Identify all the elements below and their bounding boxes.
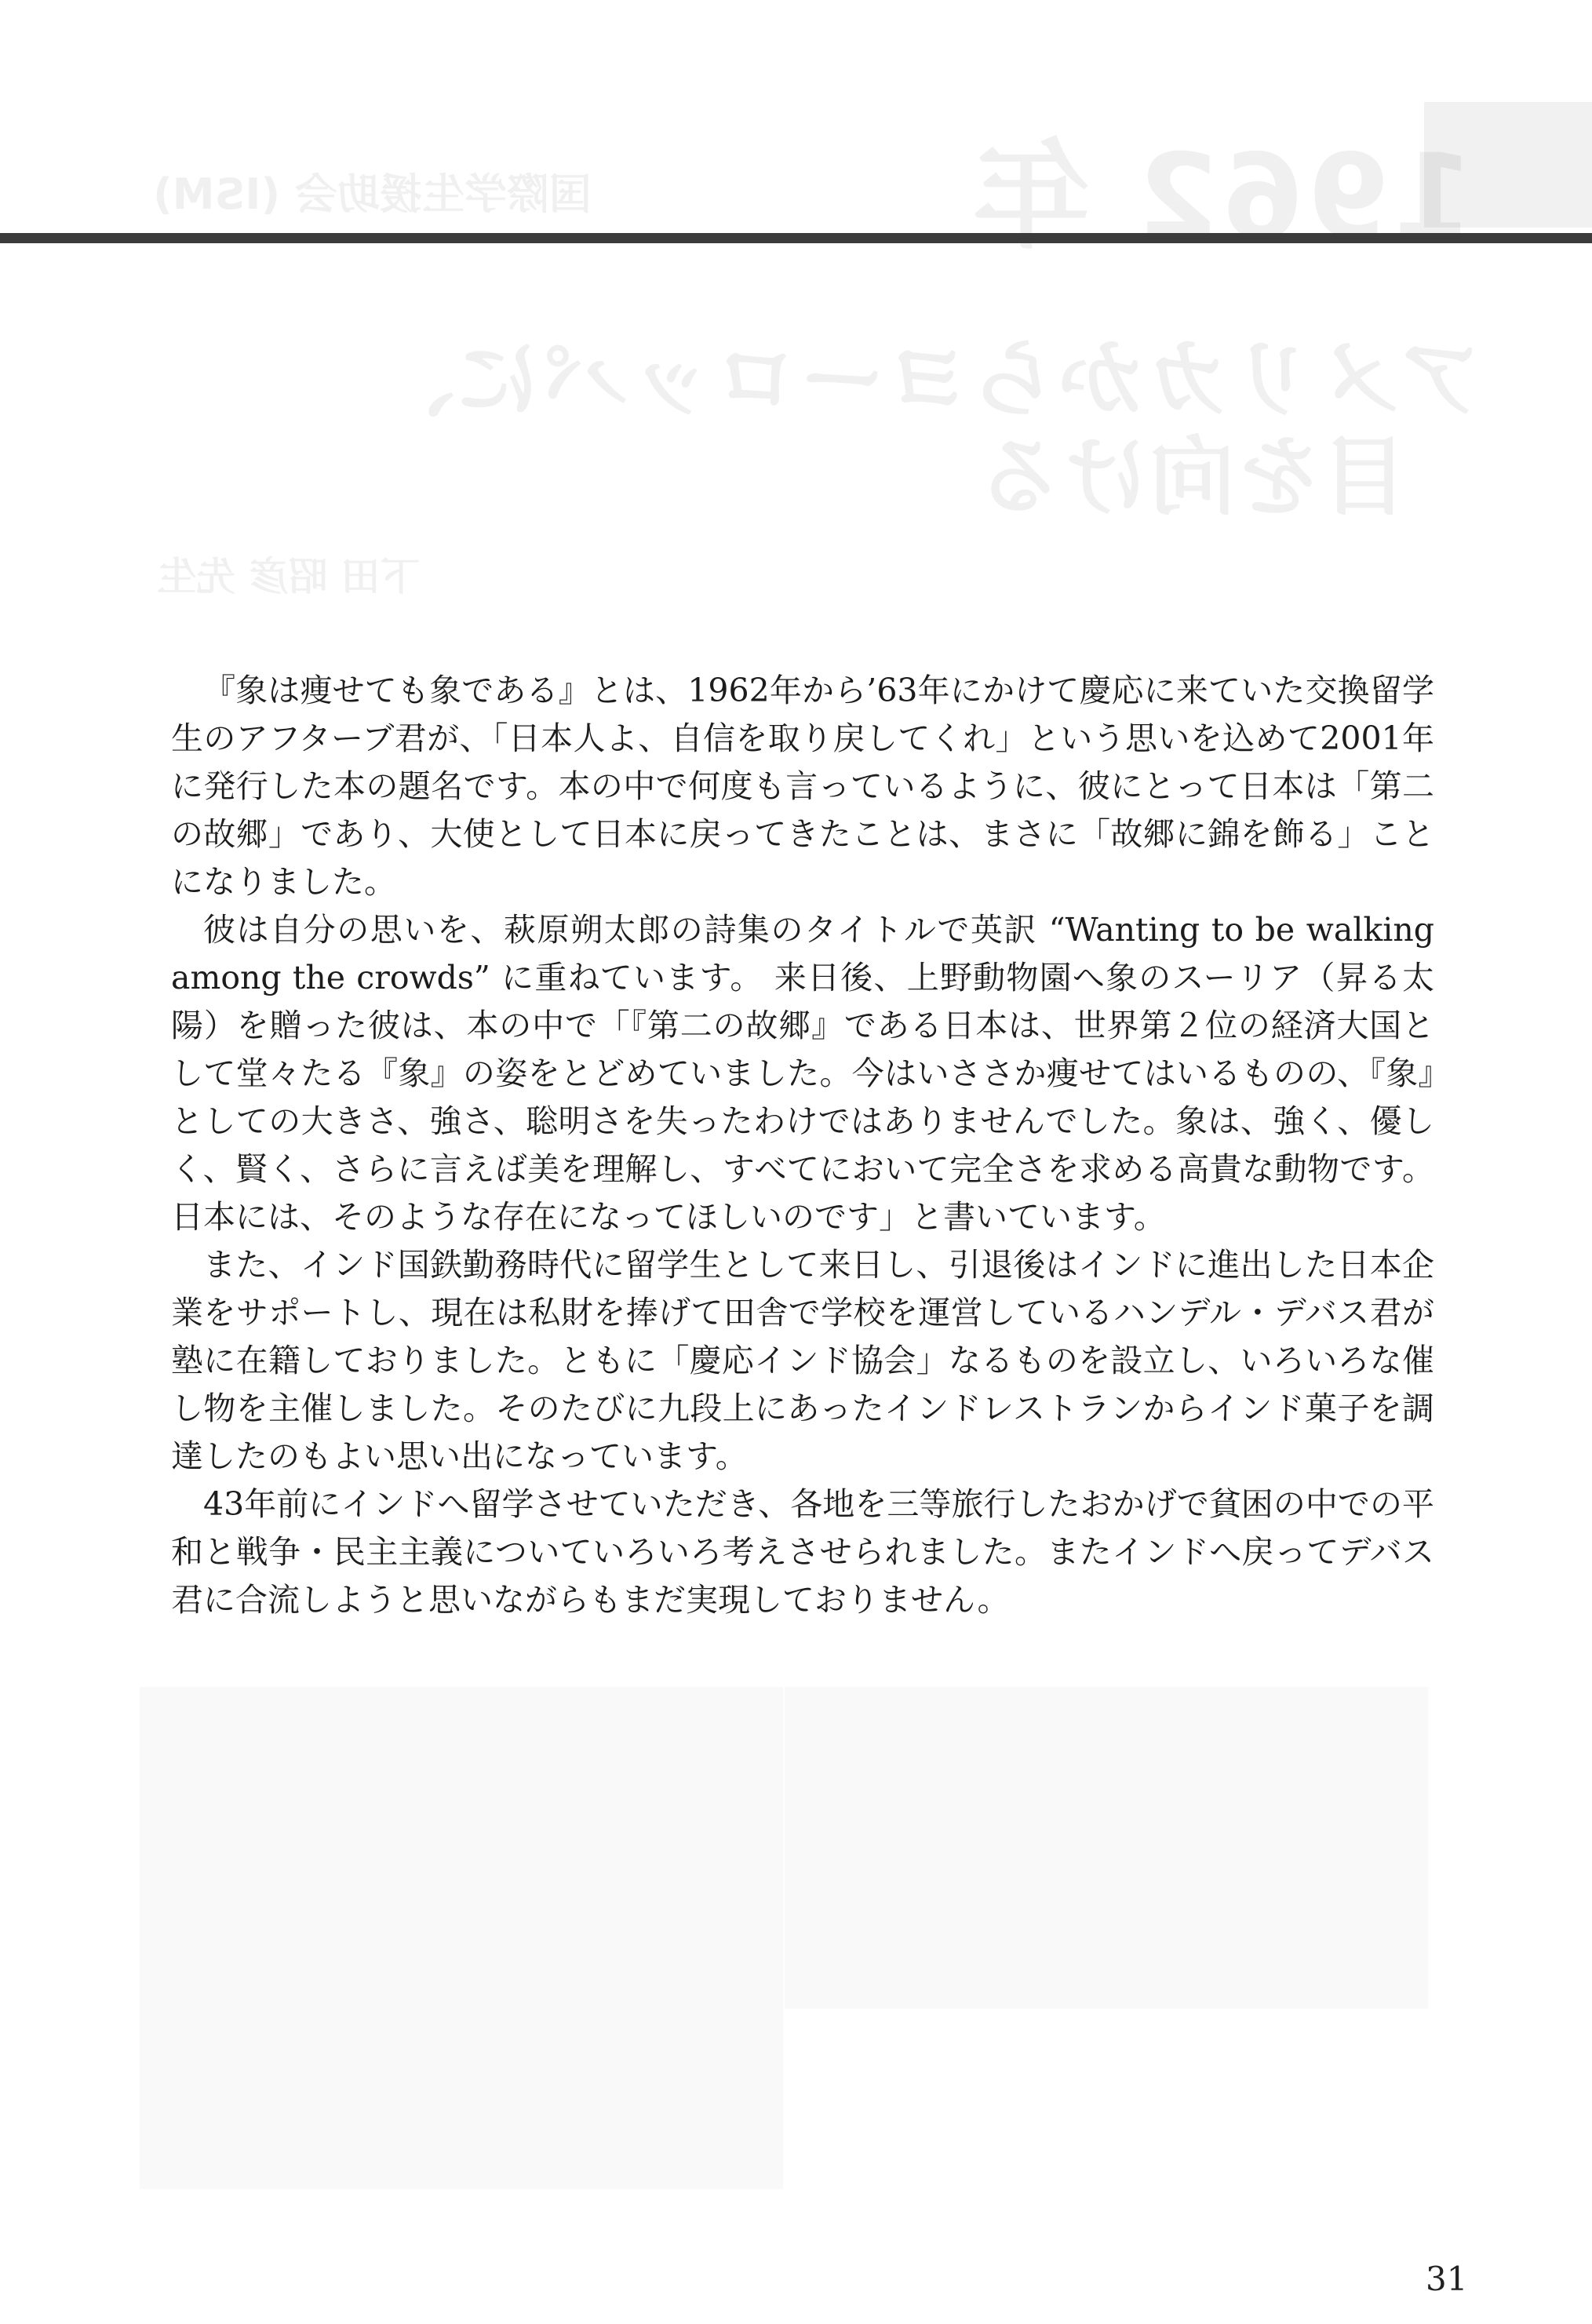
paragraph-3: また、インド国鉄勤務時代に留学生として来日し、引退後はインドに進出した日本企業をサポートし、現在は私財を捧げて田舎で学校を運営しているハンデル・デバス君が塾に在籍しておりました。ともに「慶応インド協会」なるものを設立し、いろいろな催し物を主催しました。そのたびに九段上にあったインドレストランからインド菓子を調達したのもよい思い出になっています。 [171, 1246, 1434, 1475]
bleed-through-year-box [1424, 102, 1592, 228]
body-text [171, 667, 1434, 1624]
bleed-through-photo-right [785, 1687, 1428, 2009]
header-rule [0, 233, 1592, 243]
bleed-through-year: 1962 年 [969, 129, 1474, 266]
bleed-through-author: 下田 昭彦 先生 [157, 554, 420, 599]
bleed-through-photo-left [140, 1687, 783, 2189]
paragraph-2: 彼は自分の思いを、萩原朔太郎の詩集のタイトルで英訳 “Wanting to be walking among the crowds” に重ねています。 来日後、上野動物園へ象のスーリア（昇る太陽）を贈った彼は、本の中で「『第二の故郷』である日本は、世界第２位の経済大国として堂々たる『象』の姿をとどめていました。今はいささか痩せてはいるものの、『象』としての大きさ、強さ、聡明さを失ったわけではありませんでした。象は、強く、優しく、賢く、さらに言えば美を理解し、すべてにおいて完全さを求める高貴な動物です。日本には、そのような存在になってほしいのです」と書いています。 [171, 911, 1434, 1236]
bleed-through-title-line-2: 目を向ける [977, 427, 1408, 527]
bleed-through-heading: 国際学生援助会 (ISM) [153, 169, 592, 219]
bleed-through-title-line-1: アメリカからヨーロッパに、 [369, 329, 1484, 429]
paragraph-1: 『象は痩せても象である』とは、1962年から’63年にかけて慶応に来ていた交換留学生のアフターブ君が、「日本人よ、自信を取り戻してくれ」という思いを込めて2001年に発行した本の題名です。本の中で何度も言っているように、彼にとって日本は「第二の故郷」であり、大使として日本に戻ってきたことは、まさに「故郷に錦を飾る」ことになりました。 [171, 672, 1434, 901]
paragraph-4: 43年前にインドへ留学させていただき、各地を三等旅行したおかげで貧困の中での平和と戦争・民主主義についていろいろ考えさせられました。またインドへ戻ってデバス君に合流しようと思いながらもまだ実現しておりません。 [171, 1485, 1434, 1619]
page-number: 31 [1426, 2260, 1468, 2298]
